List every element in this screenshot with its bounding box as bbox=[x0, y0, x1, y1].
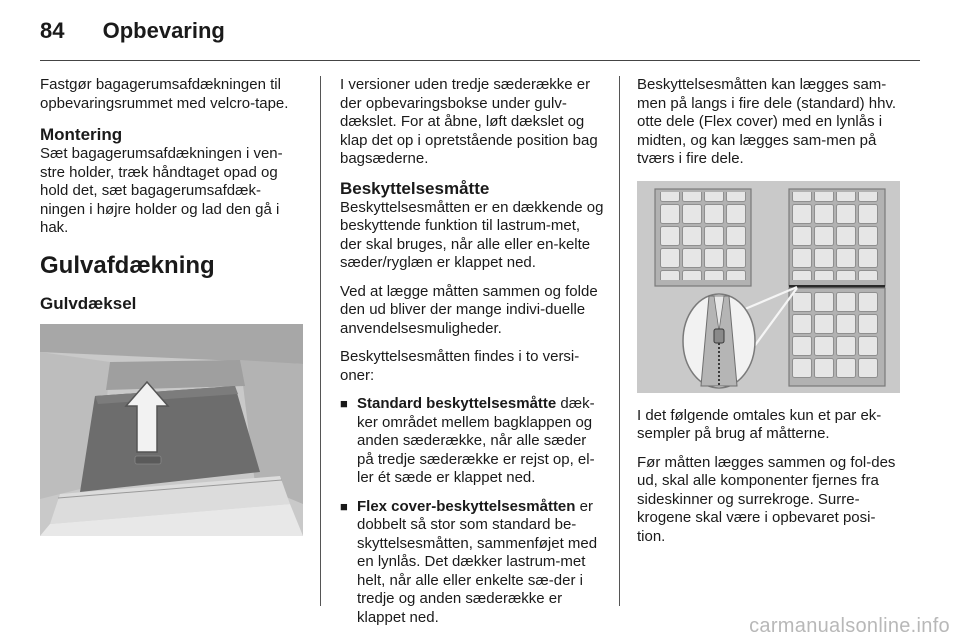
protective-mat-illustration bbox=[637, 181, 900, 393]
mat-description-paragraph: Beskyttelsesmåtten er en dækkende og beskyttende funktion til lastrum-met, der skal bruges, når alle eller en-kelte sæder/ryglæn er klappet ned. bbox=[340, 198, 604, 271]
column-divider-1 bbox=[320, 76, 321, 606]
bullet-marker: ■ bbox=[340, 498, 348, 514]
mat-versions-list bbox=[340, 395, 604, 627]
column-1 bbox=[40, 76, 304, 536]
list-item-text: dæk-ker området mellem bagklappen og anden sæderække, når alle sæder på tredje sæderække er rejst op, el-ler ét sæde er klappet ned. bbox=[357, 395, 595, 486]
gulvdaeksel-heading: Gulvdæksel bbox=[40, 293, 137, 313]
column-divider-2 bbox=[619, 76, 620, 606]
list-item bbox=[340, 498, 604, 628]
montering-paragraph: Sæt bagagerumsafdækningen i ven-stre holder, træk håndtaget opad og hold det, sæt bagagerumsafdæk-ningen i højre holder og lad den gå i hak. bbox=[40, 145, 283, 236]
header-rule bbox=[40, 60, 920, 61]
column-3 bbox=[637, 76, 901, 556]
mat-versions-paragraph: Beskyttelsesmåtten findes i to versi-oner: bbox=[340, 348, 580, 384]
watermark: carmanualsonline.info bbox=[749, 615, 950, 637]
list-item bbox=[340, 395, 604, 488]
list-item-term: Standard beskyttelsesmåtte bbox=[357, 395, 557, 412]
intro-paragraph: Fastgør bagagerumsafdækningen til opbevaringsrummet med velcro-tape. bbox=[40, 76, 289, 112]
page-title: Opbevaring bbox=[102, 18, 225, 43]
examples-paragraph: I det følgende omtales kun et par ek-sempler på brug af måtterne. bbox=[637, 406, 882, 442]
preparation-paragraph: Før måtten lægges sammen og fol-des ud, skal alle komponenter fjernes fra sideskinner og surrekroge. Surre-krogene skal være i opbevaret posi-tion. bbox=[637, 453, 896, 545]
bullet-marker: ■ bbox=[340, 396, 348, 411]
column-2 bbox=[340, 76, 604, 637]
montering-heading: Montering bbox=[40, 125, 123, 144]
page-number: 84 bbox=[40, 18, 65, 43]
page-header bbox=[40, 18, 225, 44]
mat-folding-paragraph: Ved at lægge måtten sammen og folde den ud bliver der mange indivi-duelle anvendelsesmuligheder. bbox=[340, 282, 598, 337]
list-item-text: er dobbelt så stor som standard be-skyttelsesmåtten, sammenføjet med en lynlås. Det dækker lastrum-met helt, når alle eller enkelte sæ-der i tredje og anden sæderække er klappet ned. bbox=[357, 497, 598, 626]
beskyttelsesmaatte-heading: Beskyttelsesmåtte bbox=[340, 178, 490, 198]
storage-boxes-paragraph: I versioner uden tredje sæderække er der opbevaringsbokse under gulv-dækslet. For at åbne, løft dækslet og klap det op i opretstående position bag bagsæderne. bbox=[340, 76, 598, 167]
mat-fold-paragraph: Beskyttelsesmåtten kan lægges sam-men på langs i fire dele (standard) hhv. otte dele (Flex cover) med en lynlås i midten, og kan lægges sam-men på tværs i fire dele. bbox=[637, 76, 897, 167]
gulvafdaekning-heading: Gulvafdækning bbox=[40, 251, 215, 279]
trunk-floor-cover-illustration bbox=[40, 324, 303, 536]
list-item-term: Flex cover-beskyttelsesmåtten bbox=[357, 497, 576, 515]
